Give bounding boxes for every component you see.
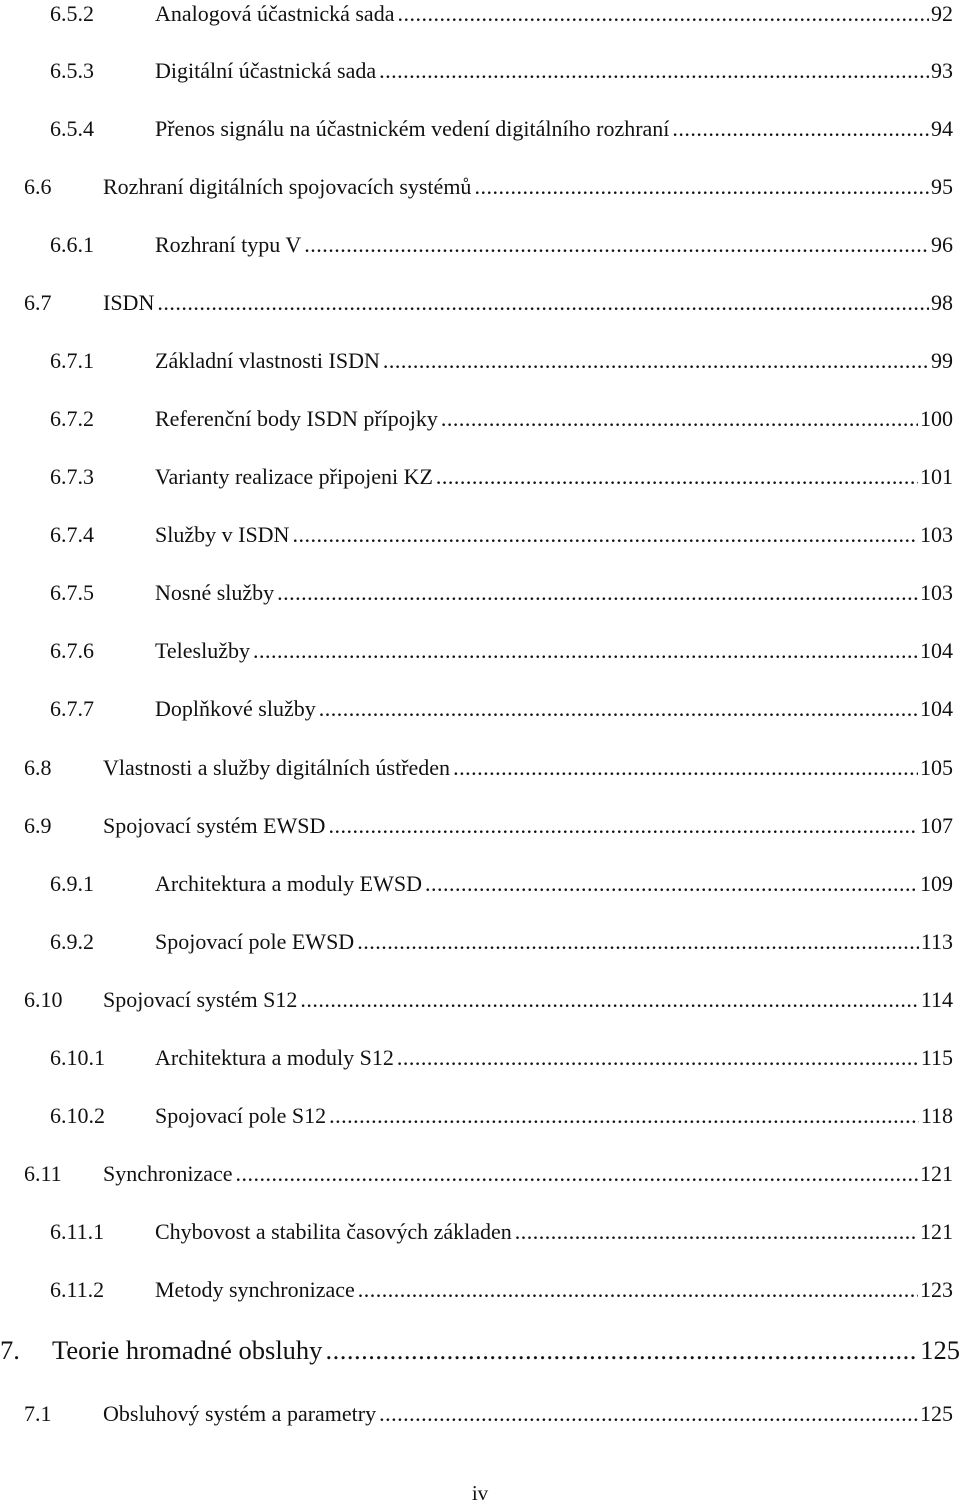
toc-entry-page: 101 xyxy=(920,464,953,489)
toc-entry-number: 6.6 xyxy=(24,174,52,199)
toc-entry[interactable] xyxy=(24,812,953,840)
toc-entry-number: 6.5.3 xyxy=(50,58,94,83)
toc-leader-dots xyxy=(329,1102,919,1130)
toc-entry-page: 105 xyxy=(920,755,953,780)
toc-entry[interactable] xyxy=(50,695,953,723)
toc-entry-page: 94 xyxy=(931,116,953,141)
toc-entry-page: 123 xyxy=(920,1277,953,1302)
toc-leader-dots xyxy=(328,812,918,840)
toc-entry-page: 93 xyxy=(931,58,953,83)
toc-entry[interactable] xyxy=(50,231,953,259)
toc-entry-title: Synchronizace xyxy=(103,1161,233,1186)
toc-entry-title: Teleslužby xyxy=(155,638,250,663)
toc-leader-dots xyxy=(304,231,929,259)
toc-entry-page: 114 xyxy=(920,987,953,1012)
toc-leader-dots xyxy=(425,870,918,898)
toc-leader-dots xyxy=(358,1276,918,1304)
toc-entry-number: 6.9.2 xyxy=(50,929,94,954)
toc-entry[interactable] xyxy=(50,57,953,85)
toc-entry-number: 7. xyxy=(0,1335,20,1365)
toc-entry-title: Architektura a moduly EWSD xyxy=(155,871,422,896)
toc-leader-dots xyxy=(397,1044,919,1072)
toc-leader-dots xyxy=(319,695,918,723)
toc-entry[interactable] xyxy=(50,115,953,143)
toc-entry-number: 6.7.2 xyxy=(50,406,94,431)
toc-leader-dots xyxy=(253,637,918,665)
toc-entry-number: 6.7.4 xyxy=(50,522,94,547)
toc-entry[interactable] xyxy=(50,637,953,665)
toc-entry[interactable] xyxy=(24,754,953,782)
toc-entry[interactable] xyxy=(24,986,953,1014)
toc-entry-number: 6.7.7 xyxy=(50,696,94,721)
toc-entry-page: 113 xyxy=(920,929,953,954)
toc-entry-title: Spojovací pole S12 xyxy=(155,1103,327,1128)
toc-entry-page: 118 xyxy=(920,1103,953,1128)
toc-entry-title: ISDN xyxy=(103,290,155,315)
toc-leader-dots xyxy=(379,57,929,85)
toc-entry-page: 96 xyxy=(931,232,953,257)
toc-entry[interactable] xyxy=(50,405,953,433)
toc-entry-number: 6.7 xyxy=(24,290,52,315)
toc-entry-number: 6.11.2 xyxy=(50,1277,105,1302)
toc-entry-number: 6.7.1 xyxy=(50,348,94,373)
toc-leader-dots xyxy=(300,986,918,1014)
toc-entry[interactable] xyxy=(50,928,953,956)
toc-entry-title: Chybovost a stabilita časových základen xyxy=(155,1219,512,1244)
toc-entry[interactable] xyxy=(24,289,953,317)
toc-entry-title: Teorie hromadné obsluhy xyxy=(52,1335,323,1365)
toc-entry-page: 103 xyxy=(920,580,953,605)
toc-leader-dots xyxy=(379,1400,918,1428)
toc-entry-title: Spojovací systém S12 xyxy=(103,987,298,1012)
toc-entry-page: 107 xyxy=(920,813,953,838)
toc-entry-page: 109 xyxy=(920,871,953,896)
toc-entry-page: 125 xyxy=(920,1335,960,1365)
toc-entry-title: Základní vlastnosti ISDN xyxy=(155,348,380,373)
toc-entry-number: 7.1 xyxy=(24,1401,52,1426)
toc-entry[interactable] xyxy=(50,1102,953,1130)
toc-entry-page: 92 xyxy=(931,1,953,26)
toc-entry[interactable] xyxy=(50,521,953,549)
toc-entry[interactable] xyxy=(50,463,953,491)
toc-entry-number: 6.7.5 xyxy=(50,580,94,605)
toc-entry[interactable] xyxy=(50,0,953,28)
toc-entry[interactable] xyxy=(50,1276,953,1304)
toc-entry-title: Obsluhový systém a parametry xyxy=(103,1401,377,1426)
toc-leader-dots xyxy=(292,521,918,549)
toc-leader-dots xyxy=(436,463,918,491)
toc-entry-number: 6.7.3 xyxy=(50,464,94,489)
toc-leader-dots xyxy=(515,1218,918,1246)
toc-entry-page: 98 xyxy=(931,290,953,315)
toc-entry[interactable] xyxy=(50,579,953,607)
toc-entry-number: 6.10.1 xyxy=(50,1045,105,1070)
toc-entry-title: Vlastnosti a služby digitálních ústředen xyxy=(103,755,451,780)
toc-leader-dots xyxy=(441,405,918,433)
toc-entry[interactable] xyxy=(0,1333,960,1367)
toc-leader-dots xyxy=(236,1160,919,1188)
toc-entry-page: 104 xyxy=(920,638,953,663)
toc-leader-dots xyxy=(397,0,929,28)
toc-entry-title: Spojovací systém EWSD xyxy=(103,813,326,838)
toc-entry-title: Spojovací pole EWSD xyxy=(155,929,355,954)
toc-entry-page: 100 xyxy=(920,406,953,431)
toc-entry-number: 6.10 xyxy=(24,987,63,1012)
toc-entry-page: 104 xyxy=(920,696,953,721)
toc-entry-title: Přenos signálu na účastnickém vedení digitálního rozhraní xyxy=(155,116,670,141)
toc-entry-page: 121 xyxy=(920,1161,953,1186)
toc-entry-page: 121 xyxy=(920,1219,953,1244)
toc-entry-title: Rozhraní digitálních spojovacích systémů xyxy=(103,174,472,199)
toc-entry-number: 6.8 xyxy=(24,755,52,780)
toc-entry-page: 103 xyxy=(920,522,953,547)
toc-leader-dots xyxy=(474,173,929,201)
toc-entry-page: 115 xyxy=(920,1045,953,1070)
toc-entry-page: 99 xyxy=(931,348,953,373)
page-number: iv xyxy=(471,1481,489,1505)
toc-entry-number: 6.11 xyxy=(24,1161,62,1186)
toc-entry[interactable] xyxy=(50,1218,953,1246)
toc-entry-page: 125 xyxy=(920,1401,953,1426)
toc-leader-dots xyxy=(325,1333,918,1367)
toc-entry-title: Analogová účastnická sada xyxy=(155,1,395,26)
toc-entry[interactable] xyxy=(50,870,953,898)
toc-entry-title: Doplňkové služby xyxy=(155,696,316,721)
toc-leader-dots xyxy=(672,115,929,143)
toc-entry-title: Rozhraní typu V xyxy=(155,232,302,257)
toc-leader-dots xyxy=(453,754,918,782)
toc-leader-dots xyxy=(277,579,918,607)
toc-entry-title: Referenční body ISDN přípojky xyxy=(155,406,438,431)
toc-entry[interactable] xyxy=(24,1160,953,1188)
toc-entry-number: 6.5.4 xyxy=(50,116,94,141)
toc-entry-page: 95 xyxy=(931,174,953,199)
toc-entry-number: 6.7.6 xyxy=(50,638,94,663)
toc-leader-dots xyxy=(357,928,919,956)
toc-entry-title: Nosné služby xyxy=(155,580,275,605)
toc-entry-title: Varianty realizace připojeni KZ xyxy=(155,464,433,489)
toc-entry-title: Služby v ISDN xyxy=(155,522,290,547)
toc-entry-title: Architektura a moduly S12 xyxy=(155,1045,394,1070)
toc-entry[interactable] xyxy=(50,1044,953,1072)
toc-entry-number: 6.11.1 xyxy=(50,1219,105,1244)
toc-entry[interactable] xyxy=(24,1400,953,1428)
toc-entry-number: 6.5.2 xyxy=(50,1,94,26)
toc-entry-number: 6.9.1 xyxy=(50,871,94,896)
toc-leader-dots xyxy=(157,289,929,317)
toc-entry-title: Metody synchronizace xyxy=(155,1277,355,1302)
toc-entry-title: Digitální účastnická sada xyxy=(155,58,377,83)
toc-entry-number: 6.6.1 xyxy=(50,232,94,257)
toc-entry[interactable] xyxy=(24,173,953,201)
toc-leader-dots xyxy=(383,347,929,375)
toc-entry[interactable] xyxy=(50,347,953,375)
toc-entry-number: 6.9 xyxy=(24,813,52,838)
toc-entry-number: 6.10.2 xyxy=(50,1103,105,1128)
